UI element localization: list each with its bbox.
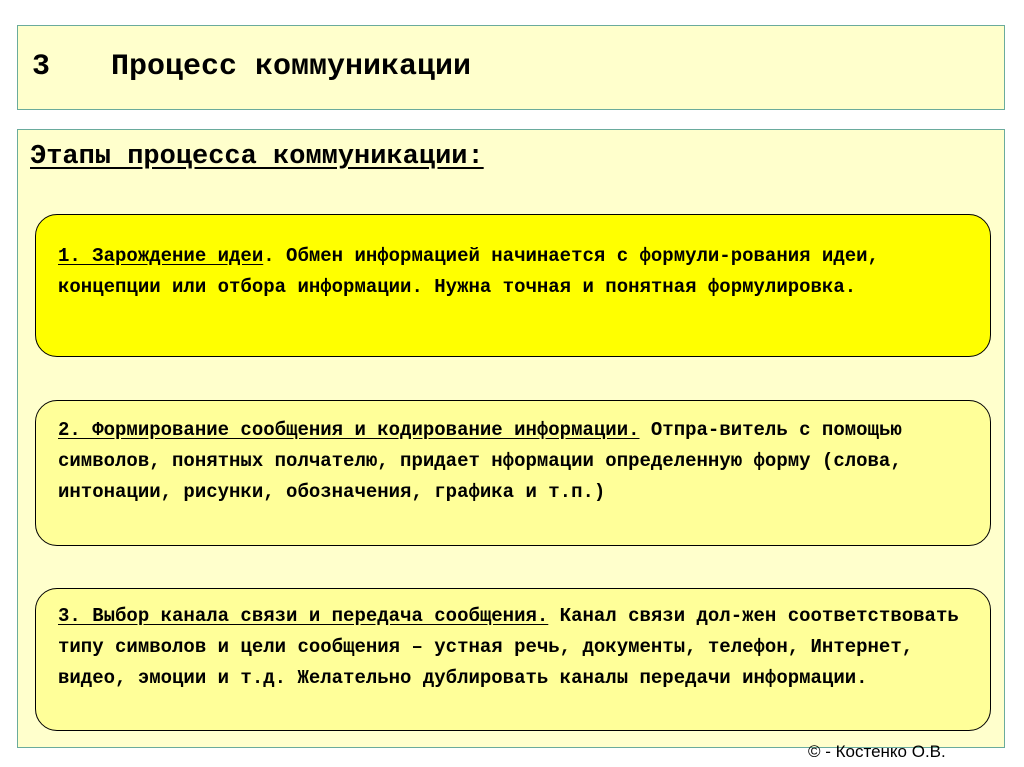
stage-card-2 xyxy=(35,400,991,546)
stage-description: Канал связи дол-жен соответствовать типу символов и цели сообщения – устная речь, документы, телефон, Интернет, видео, эмоции и т.д. Желательно дублировать каналы передачи информации. xyxy=(58,605,959,689)
stage-heading: 1. Зарождение идеи xyxy=(58,245,264,267)
copyright-footer: © - Костенко О.В. xyxy=(808,742,946,761)
section-subtitle: Этапы процесса коммуникации: xyxy=(30,142,484,172)
page-title: Процесс коммуникации xyxy=(111,50,472,84)
title-bar xyxy=(17,25,1005,110)
content-panel xyxy=(17,129,1005,748)
stage-heading: 3. Выбор канала связи и передача сообщения. xyxy=(58,605,549,627)
stage-description: Отпра-витель с помощью символов, понятных полчателю, придает нформации определенную форму (слова, интонации, рисунки, обозначения, графика и т.п.) xyxy=(58,419,902,503)
stage-card-1 xyxy=(35,214,991,357)
stage-card-3 xyxy=(35,588,991,731)
section-number: 3 xyxy=(32,50,51,84)
stage-heading: 2. Формирование сообщения и кодирование информации. xyxy=(58,419,640,441)
stage-description: . Обмен информацией начинается с формули-рования идеи, концепции или отбора информации. Нужна точная и понятная формулировка. xyxy=(58,245,879,298)
